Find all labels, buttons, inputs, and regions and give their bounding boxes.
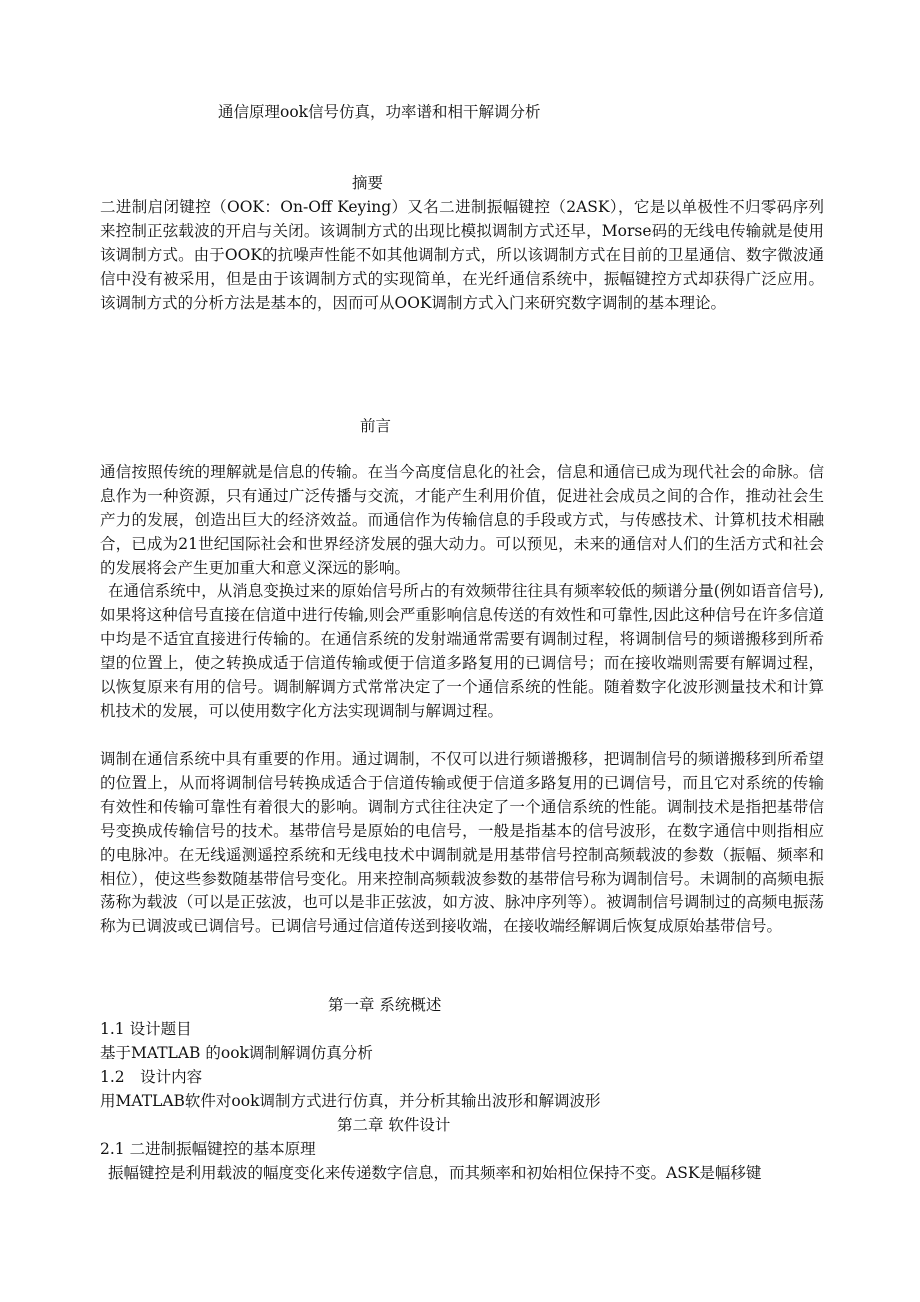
document-title: 通信原理ook信号仿真，功率谱和相干解调分析 (218, 103, 541, 121)
section-title: 1.2 设计内容 (100, 1068, 203, 1086)
preface-paragraph: 在通信系统中，从消息变换过来的原始信号所占的有效频带往往具有频率较低的频谱分量(例如语音信号),如果将这种信号直接在信道中进行传输,则会严重影响信息传送的有效性和可靠性,因此这种信号在许多信道中均是不适宜直接进行传输的。在通信系统的发射端通常需要有调制过程，将调制信号的频谱搬移到所希望的位置上，使之转换成适于信道传输或便于信道多路复用的已调信号；而在接收端则需要有解调过程，以恢复原来有用的信号。调制解调方式常常决定了一个通信系统的性能。随着数字化波形测量技术和计算机技术的发展，可以使用数字化方法实现调制与解调过程。 (100, 582, 824, 720)
preface-paragraph: 调制在通信系统中具有重要的作用。通过调制，不仅可以进行频谱搬移，把调制信号的频谱搬移到所希望的位置上，从而将调制信号转换成适合于信道传输或便于信道多路复用的已调信号，而且它对系统的传输有效性和传输可靠性有着很大的影响。调制方式往往决定了一个通信系统的性能。调制技术是指把基带信号变换成传输信号的技术。基带信号是原始的电信号，一般是指基本的信号波形，在数字通信中则指相应的电脉冲。在无线遥测遥控系统和无线电技术中调制就是用基带信号控制高频载波的参数（振幅、频率和相位），使这些参数随基带信号变化。用来控制高频载波参数的基带信号称为调制信号。未调制的高频电振荡称为载波（可以是正弦波，也可以是非正弦波，如方波、脉冲序列等）。被调制信号调制过的高频电振荡称为已调波或已调信号。已调信号通过信道传送到接收端，在接收端经解调后恢复成原始基带信号。 (100, 750, 824, 936)
preface-paragraph: 通信按照传统的理解就是信息的传输。在当今高度信息化的社会，信息和通信已成为现代社会的命脉。信息作为一种资源，只有通过广泛传播与交流，才能产生利用价值，促进社会成员之间的合作，推动社会生产力的发展，创造出巨大的经济效益。而通信作为传输信息的手段或方式，与传感技术、计算机技术相融合，已成为21世纪国际社会和世界经济发展的强大动力。可以预见，未来的通信对人们的生活方式和社会的发展将会产生更加重大和意义深远的影响。 (100, 463, 824, 577)
section-text: 振幅键控是利用载波的幅度变化来传递数字信息，而其频率和初始相位保持不变。ASK是幅移键 (108, 1164, 762, 1182)
chapter-heading: 第二章 软件设计 (337, 1116, 451, 1134)
abstract-heading: 摘要 (352, 174, 384, 192)
section-text: 基于MATLAB 的ook调制解调仿真分析 (100, 1044, 373, 1062)
section-title: 2.1 二进制振幅键控的基本原理 (100, 1140, 316, 1158)
section-title: 1.1 设计题目 (100, 1020, 192, 1038)
chapter-heading: 第一章 系统概述 (328, 996, 442, 1014)
section-text: 用MATLAB软件对ook调制方式进行仿真，并分析其输出波形和解调波形 (100, 1092, 601, 1110)
preface-heading: 前言 (360, 417, 392, 435)
abstract-text: 二进制启闭键控（OOK：On-Off Keying）又名二进制振幅键控（2ASK），它是以单极性不归零码序列来控制正弦载波的开启与关闭。该调制方式的出现比模拟调制方式还早，Morse码的无线电传输就是使用该调制方式。由于OOK的抗噪声性能不如其他调制方式，所以该调制方式在目前的卫星通信、数字微波通信中没有被采用，但是由于该调制方式的实现简单，在光纤通信系统中，振幅键控方式却获得广泛应用。该调制方式的分析方法是基本的，因而可从OOK调制方式入门来研究数字调制的基本理论。 (100, 198, 824, 312)
